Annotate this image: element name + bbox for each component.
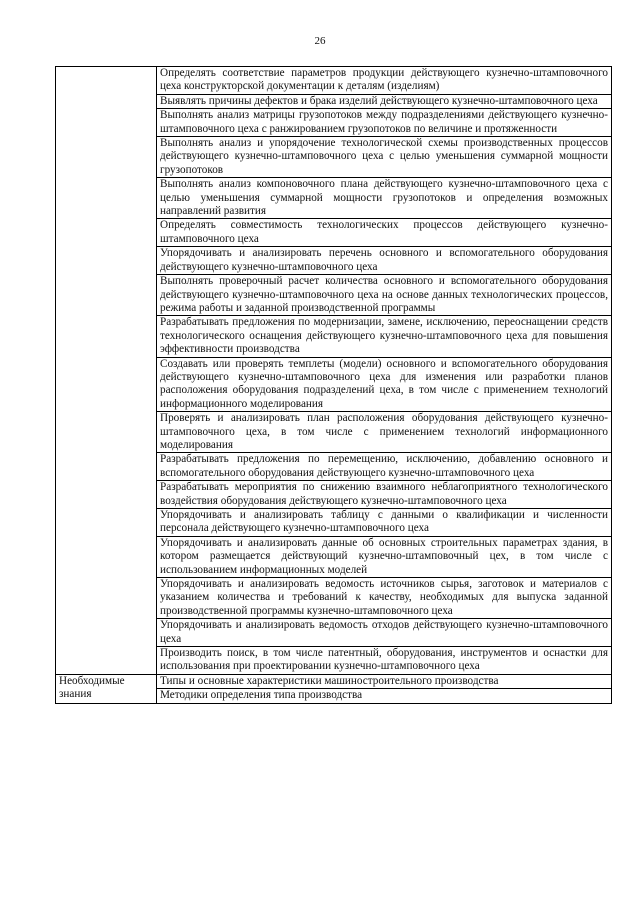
requirements-table <box>55 66 612 704</box>
skill-item: Выявлять причины дефектов и брака изделий действующего кузнечно-штамповочного цеха <box>157 94 612 108</box>
page-number: 26 <box>314 35 326 47</box>
skills-label-cell <box>56 67 157 675</box>
knowledge-item: Методики определения типа производства <box>157 689 612 703</box>
skill-item: Выполнять анализ компоновочного плана действующего кузнечно-штамповочного цеха с целью уменьшения суммарной мощности грузопотоков и определения возможных направлений развития <box>157 178 612 219</box>
skill-item: Производить поиск, в том числе патентный, оборудования, инструментов и оснастки для использования при проектировании кузнечно-штамповочного цеха <box>157 647 612 675</box>
table-row <box>56 674 612 688</box>
skill-item: Упорядочивать и анализировать перечень основного и вспомогательного оборудования действующего кузнечно-штамповочного цеха <box>157 247 612 275</box>
skill-item: Определять соответствие параметров продукции действующего кузнечно-штамповочного цеха конструкторской документации к деталям (изделиям) <box>157 67 612 95</box>
skill-item: Разрабатывать предложения по перемещению, исключению, добавлению основного и вспомогательного оборудования действующего кузнечно-штамповочного цеха <box>157 453 612 481</box>
table-row <box>56 67 612 95</box>
skill-item: Разрабатывать мероприятия по снижению взаимного неблагоприятного технологического воздействия оборудования действующего кузнечно-штамповочного цеха <box>157 481 612 509</box>
skill-item: Упорядочивать и анализировать ведомость отходов действующего кузнечно-штамповочного цеха <box>157 619 612 647</box>
skill-item: Разрабатывать предложения по модернизации, замене, исключению, переоснащении средств технологического оснащения действующего кузнечно-штамповочного цеха для повышения эффективности производства <box>157 316 612 357</box>
skill-item: Проверять и анализировать план расположения оборудования действующего кузнечно-штамповочного цеха, в том числе с применением технологий информационного моделирования <box>157 412 612 453</box>
skill-item: Создавать или проверять темплеты (модели) основного и вспомогательного оборудования действующего кузнечно-штамповочного цеха для изменения или разработки планов расположения оборудования подразделений цеха, в том числе с применением технологий информационного моделирования <box>157 357 612 412</box>
skill-item: Определять совместимость технологических процессов действующего кузнечно-штамповочного цеха <box>157 219 612 247</box>
skill-item: Упорядочивать и анализировать данные об основных строительных параметрах здания, в котором размещается действующий кузнечно-штамповочный цех, в том числе с использованием информационных моделей <box>157 536 612 577</box>
skill-item: Упорядочивать и анализировать таблицу с данными о квалификации и численности персонала действующего кузнечно-штамповочного цеха <box>157 509 612 537</box>
knowledge-label: Необходимые знания <box>56 674 157 703</box>
knowledge-item: Типы и основные характеристики машиностроительного производства <box>157 674 612 688</box>
skill-item: Упорядочивать и анализировать ведомость источников сырья, заготовок и материалов с указанием количества и требований к качеству, необходимых для выпуска заданной производственной программы кузнечно-штамповочного цеха <box>157 578 612 619</box>
skill-item: Выполнять анализ и упорядочение технологической схемы производственных процессов действующего кузнечно-штамповочного цеха с целью уменьшения суммарной мощности грузопотоков <box>157 137 612 178</box>
skill-item: Выполнять анализ матрицы грузопотоков между подразделениями действующего кузнечно-штамповочного цеха с ранжированием грузопотоков по величине и протяженности <box>157 109 612 137</box>
skill-item: Выполнять проверочный расчет количества основного и вспомогательного оборудования действующего кузнечно-штамповочного цеха на основе данных технологических процессов, режима работы и заданной производственной программы <box>157 275 612 316</box>
